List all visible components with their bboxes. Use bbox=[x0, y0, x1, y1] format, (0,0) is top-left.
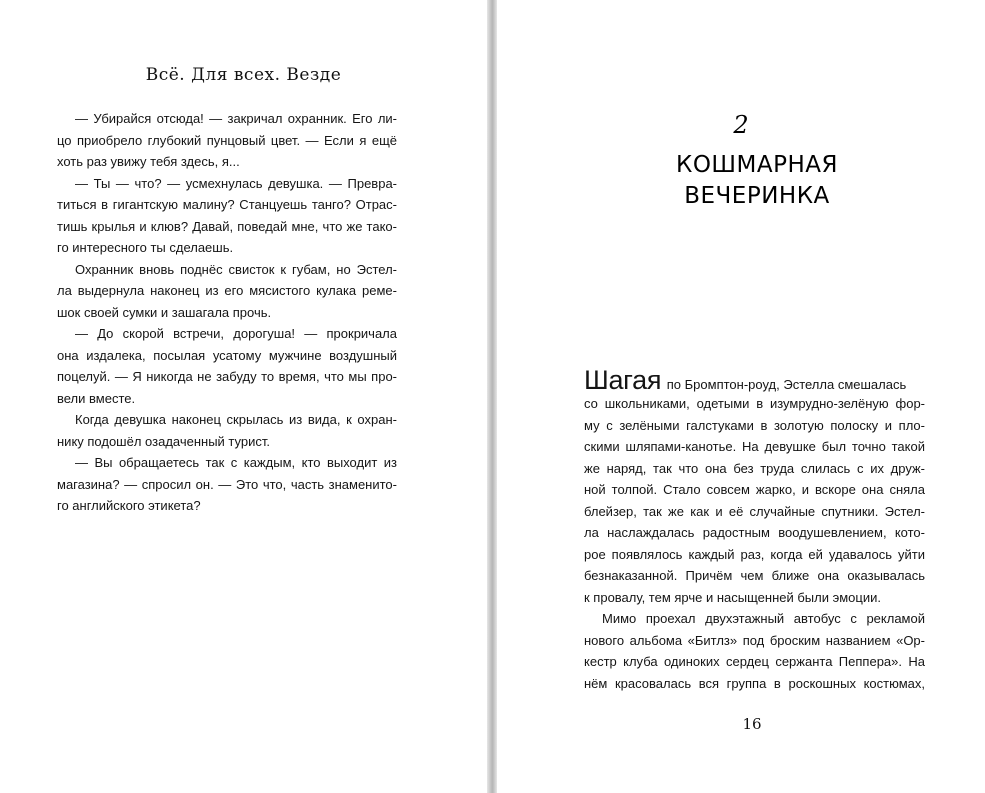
text-line: ла выдернула наконец из его мясистого кулака реме- bbox=[57, 283, 397, 298]
text-line: му с зелёными галстуками в золотую полоску и пло- bbox=[584, 417, 925, 433]
text-line: тишь крылья и клюв? Давай, поведай мне, что же тако- bbox=[57, 218, 397, 234]
text-line: цо приобрело глубокий пунцовый цвет. — Если я ещё bbox=[57, 132, 397, 148]
text-line: хоть раз увижу тебя здесь, я... bbox=[57, 154, 240, 169]
text-line: магазина? — спросил он. — Это что, часть знаменито- bbox=[57, 476, 397, 492]
text-line: нового альбома «Битлз» под броским названием «Ор- bbox=[584, 632, 925, 648]
text-line: же наряд, так что она без труда слилась с их друж- bbox=[584, 460, 925, 476]
text-line: Мимо проехал двухэтажный автобус с рекламой bbox=[602, 611, 925, 626]
text-line: кестр клуба одиноких сердец сержанта Пеппера». На bbox=[584, 654, 925, 669]
running-head: Всё. Для всех. Везде bbox=[145, 65, 342, 85]
text-line: ла наслаждалась радостным воодушевлением, кото- bbox=[584, 525, 925, 540]
chapter-title-line-2: ВЕЧЕРИНКА bbox=[684, 183, 830, 209]
book-gutter bbox=[487, 0, 497, 793]
text-line: титься в гигантскую малину? Станцуешь танго? Отрас- bbox=[57, 197, 397, 212]
text-line: го интересного ты сделаешь. bbox=[57, 240, 234, 255]
text-line: вели вместе. bbox=[57, 390, 136, 406]
text-line: поцелуй. — Я никогда не забуду то время, что мы про- bbox=[57, 369, 397, 384]
chapter-title-line-1: КОШМАРНАЯ bbox=[676, 152, 838, 178]
text-line: нику подошёл озадаченный турист. bbox=[57, 433, 270, 449]
chapter-number: 2 bbox=[733, 111, 749, 139]
left-page-text bbox=[57, 108, 397, 517]
text-line: Охранник вновь поднёс свисток к губам, но Эстел- bbox=[75, 261, 397, 277]
text-line: к провалу, тем ярче и насыщенней были эмоции. bbox=[584, 589, 881, 605]
text-line: — Убирайся отсюда! — закричал охранник. Его ли- bbox=[75, 111, 397, 126]
text-line: блейзер, так же как и её случайные спутники. Эстел- bbox=[584, 503, 925, 519]
text-line: ной толпой. Стало совсем жарко, и вскоре она сняла bbox=[584, 482, 925, 497]
text-line: безнаказанной. Причём чем ближе она оказывалась bbox=[584, 568, 925, 583]
left-page bbox=[0, 0, 487, 793]
chapter-opening-line bbox=[584, 367, 925, 393]
text-line: — Вы обращаетесь так с каждым, кто выходит из bbox=[75, 455, 397, 470]
chapter-title bbox=[497, 150, 985, 212]
text-line: го английского этикета? bbox=[57, 498, 201, 513]
text-line: со школьниками, одетыми в изумрудно-зелёную фор- bbox=[584, 396, 925, 411]
text-line: — До скорой встречи, дорогуша! — прокричала bbox=[75, 326, 397, 341]
drop-word: Шагая bbox=[584, 365, 662, 395]
text-line: Когда девушка наконец скрылась из вида, к охран- bbox=[75, 412, 397, 427]
opening-line-text: по Бромптон-роуд, Эстелла смешалась bbox=[663, 377, 907, 392]
text-line: — Ты — что? — усмехнулась девушка. — Превра- bbox=[75, 175, 397, 191]
text-line: шок своей сумки и зашагала прочь. bbox=[57, 304, 272, 320]
right-page bbox=[497, 0, 985, 793]
text-line: нём красовалась вся группа в роскошных костюмах, bbox=[584, 675, 925, 691]
right-page-text bbox=[584, 367, 925, 694]
page-number: 16 bbox=[742, 715, 762, 733]
text-line: скими шляпами-канотье. На девушке был точно такой bbox=[584, 439, 925, 454]
text-line: рое появлялось каждый раз, когда ей удавалось уйти bbox=[584, 546, 925, 562]
text-line: она издалека, посылая усатому мужчине воздушный bbox=[57, 347, 397, 363]
